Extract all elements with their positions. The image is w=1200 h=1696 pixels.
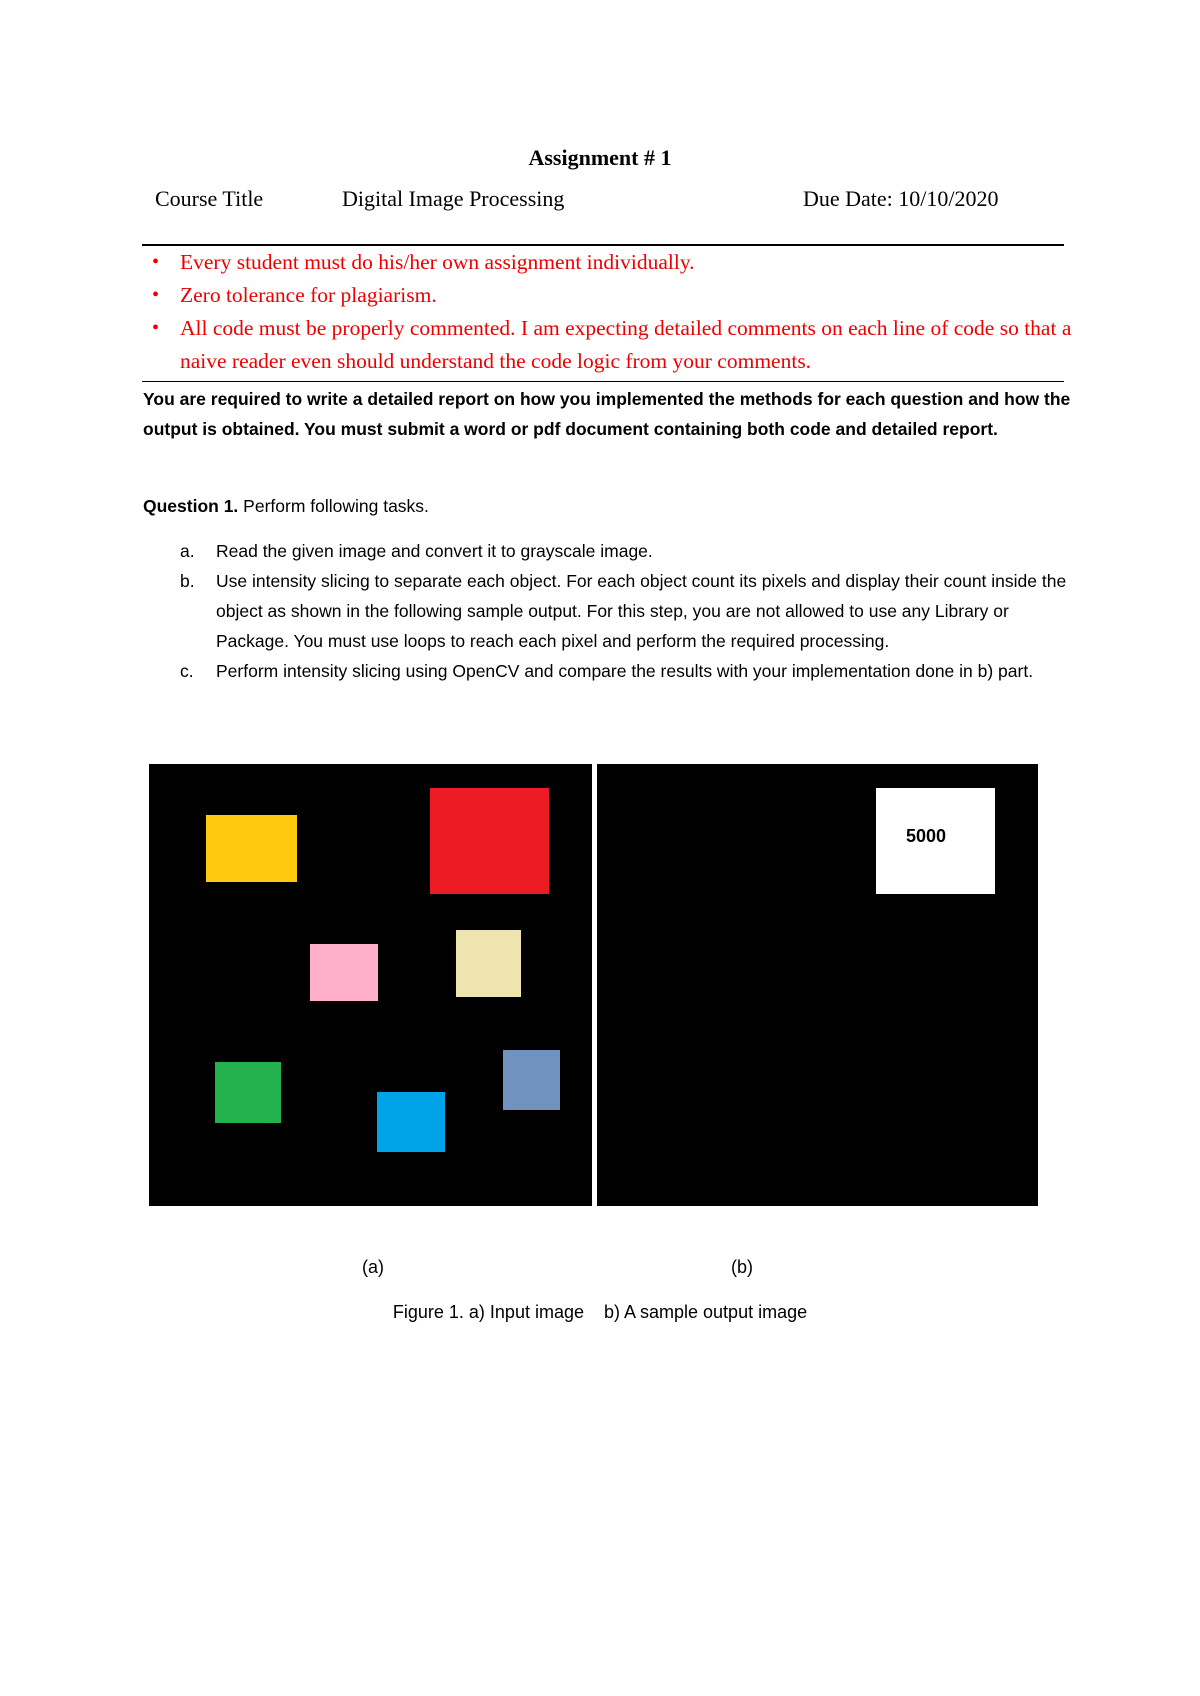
- yellow-square: [206, 815, 297, 882]
- steel-blue-square: [503, 1050, 560, 1110]
- green-square: [215, 1062, 281, 1123]
- bullet-icon: •: [152, 317, 160, 339]
- task-item: [180, 566, 1070, 656]
- figure-label-b: (b): [731, 1257, 753, 1277]
- course-title-label: Course Title: [155, 186, 264, 211]
- pixel-count-label: 5000: [905, 826, 947, 846]
- task-marker: b.: [180, 571, 195, 591]
- pink-square: [310, 944, 378, 1001]
- rule-text: Zero tolerance for plagiarism.: [180, 283, 437, 307]
- bullet-icon: •: [152, 284, 160, 306]
- rule-text: Every student must do his/her own assignment individually.: [180, 250, 695, 274]
- beige-square: [456, 930, 521, 997]
- rules-divider: [142, 381, 1064, 382]
- task-text: Perform intensity slicing using OpenCV and compare the results with your implementation done in b) part.: [216, 661, 1034, 681]
- rule-item: [152, 279, 1072, 312]
- due-date: Due Date: 10/10/2020: [803, 186, 999, 211]
- bullet-icon: •: [152, 251, 160, 273]
- output-image-panel: [597, 764, 1038, 1206]
- figure-caption: Figure 1. a) Input image b) A sample output image: [392, 1302, 808, 1322]
- rule-item: [152, 246, 1072, 279]
- assignment-title: Assignment # 1: [528, 145, 672, 170]
- task-marker: c.: [180, 661, 194, 681]
- question-1-label: Question 1.: [143, 496, 239, 516]
- task-text: Use intensity slicing to separate each object. For each object count its pixels and display their count inside the object as shown in the following sample output. For this step, you are not allowed to use any Library or Package. You must use loops to reach each pixel and perform the required processing.: [216, 571, 1067, 651]
- figure-label-a: (a): [362, 1257, 384, 1277]
- rule-text: All code must be properly commented. I am expecting detailed comments on each line of code so that a naive reader even should understand the code logic from your comments.: [180, 316, 1072, 373]
- red-square: [430, 788, 549, 894]
- rule-item: [152, 312, 1072, 378]
- task-item: [180, 536, 1070, 566]
- task-marker: a.: [180, 541, 195, 561]
- course-name: Digital Image Processing: [342, 186, 565, 211]
- question-1-text: Perform following tasks.: [238, 496, 429, 516]
- task-item: [180, 656, 1070, 686]
- blue-square: [377, 1092, 445, 1152]
- input-image-panel: [149, 764, 592, 1206]
- rules-list: [152, 246, 1072, 378]
- question-1-heading: [143, 491, 429, 521]
- white-object-square: [876, 788, 995, 894]
- report-instruction: You are required to write a detailed report on how you implemented the methods for each question and how the output is obtained. You must submit a word or pdf document containing both code and detailed report.: [143, 389, 1071, 439]
- task-list: [180, 536, 1070, 686]
- task-text: Read the given image and convert it to grayscale image.: [216, 541, 653, 561]
